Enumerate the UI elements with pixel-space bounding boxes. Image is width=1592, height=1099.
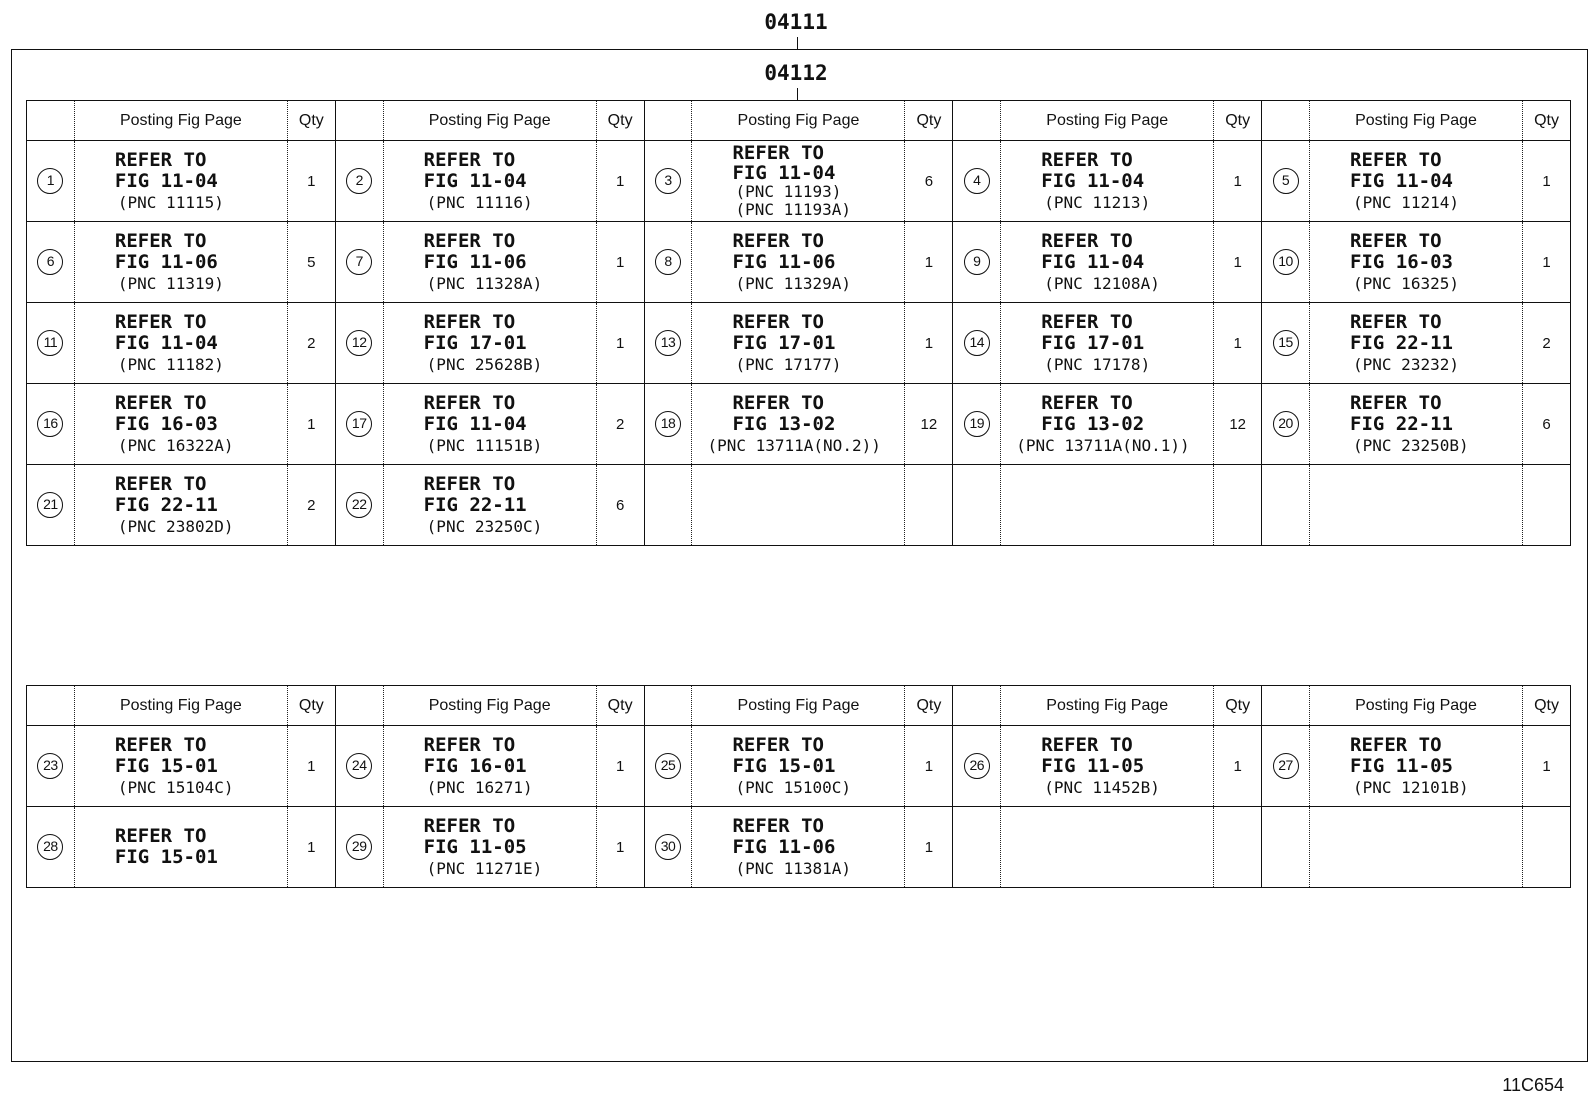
empty-cell [1262,807,1310,888]
refer-to-text: REFER TO [732,391,824,414]
item-number-circle: 2 [346,168,372,194]
table-row [27,726,1571,807]
fig-reference-link[interactable]: FIG 11-06 [732,835,836,858]
header-number-cell [335,101,383,141]
empty-cell [1214,807,1262,888]
fig-reference-link[interactable]: FIG 11-04 [1041,169,1145,192]
qty-cell: 2 [1523,303,1571,384]
empty-cell [1523,807,1571,888]
fig-reference-link[interactable]: FIG 11-05 [1350,754,1453,777]
fig-reference-link[interactable]: FIG 15-01 [732,754,836,777]
refer-to-text: REFER TO [1350,391,1442,414]
refer-to-text: REFER TO [114,391,207,414]
empty-cell [1523,465,1571,546]
posting-fig-page-cell [74,465,287,546]
fig-reference-link[interactable]: FIG 22-11 [114,493,218,516]
header-number-cell [953,686,1001,726]
posting-fig-page-cell [692,222,905,303]
pnc-text: (PNC 11182) [117,354,224,374]
refer-to-text: REFER TO [423,148,516,171]
refer-to-text: REFER TO [114,472,207,495]
item-number-cell [953,384,1001,465]
refer-to-text: REFER TO [732,814,824,837]
table-row [27,303,1571,384]
inner-leader-line [797,88,798,100]
pnc-text: (PNC 23802D) [117,516,234,536]
posting-fig-page-cell [692,303,905,384]
item-number-cell [953,222,1001,303]
pnc-text: (PNC 16322A) [117,435,234,455]
header-number-cell [953,101,1001,141]
empty-cell [1262,465,1310,546]
qty-cell: 1 [1214,222,1262,303]
header-posting-fig-page: Posting Fig Page [692,101,905,141]
pnc-text: (PNC 15100C) [735,777,852,797]
item-number-cell [27,303,75,384]
item-number-cell [1262,303,1310,384]
refer-to-text: REFER TO [1350,148,1442,171]
item-number-cell [1262,222,1310,303]
fig-reference-link[interactable]: FIG 17-01 [1041,331,1145,354]
refer-to-text: REFER TO [423,310,516,333]
fig-reference-link[interactable]: FIG 22-11 [423,493,527,516]
pnc-text: (PNC 11213) [1044,192,1151,212]
posting-fig-page-cell [1310,384,1523,465]
posting-fig-page-cell [74,726,287,807]
table-row [27,807,1571,888]
qty-cell: 1 [287,384,335,465]
fig-reference-link[interactable]: FIG 13-02 [1041,412,1145,435]
qty-cell: 1 [596,726,644,807]
header-qty: Qty [287,686,335,726]
item-number-circle: 25 [655,753,681,779]
header-posting-fig-page: Posting Fig Page [692,686,905,726]
item-number-cell [27,141,75,222]
posting-fig-page-cell [74,222,287,303]
inner-assembly-code: 04112 [764,61,828,85]
header-posting-fig-page: Posting Fig Page [74,101,287,141]
fig-reference-link[interactable]: FIG 11-04 [1041,250,1145,273]
item-number-circle: 9 [964,249,990,275]
item-number-cell [335,726,383,807]
posting-fig-page-cell [74,807,287,888]
fig-reference-link[interactable]: FIG 22-11 [1350,331,1453,354]
pnc-text: (PNC 11115) [117,192,224,212]
pnc-text: (PNC 23232) [1353,354,1459,374]
item-number-circle: 12 [346,330,372,356]
header-qty: Qty [1523,686,1571,726]
item-number-cell [335,384,383,465]
fig-reference-link[interactable]: FIG 11-04 [1350,169,1453,192]
header-posting-fig-page: Posting Fig Page [74,686,287,726]
item-number-circle: 1 [37,168,63,194]
item-number-circle: 14 [964,330,990,356]
posting-fig-page-cell [383,807,596,888]
qty-cell: 5 [287,222,335,303]
item-number-cell [644,303,692,384]
item-number-cell [644,384,692,465]
item-number-cell [27,222,75,303]
item-number-circle: 29 [346,834,372,860]
fig-reference-link[interactable]: FIG 11-06 [732,250,836,273]
empty-cell [1310,465,1523,546]
pnc-text: (PNC 11116) [426,192,533,212]
qty-cell: 1 [1214,303,1262,384]
header-number-cell [1262,686,1310,726]
item-number-circle: 18 [655,411,681,437]
pnc-text: (PNC 15104C) [117,777,234,797]
qty-cell: 1 [596,222,644,303]
qty-cell: 2 [287,303,335,384]
header-posting-fig-page: Posting Fig Page [1310,686,1523,726]
posting-fig-page-cell [692,384,905,465]
pnc-text: (PNC 11214) [1353,192,1459,212]
pnc-text: (PNC 17178) [1044,354,1151,374]
item-number-cell [27,726,75,807]
empty-cell [953,807,1001,888]
parts-reference-table-2 [26,685,1571,888]
refer-to-text: REFER TO [1041,733,1133,756]
item-number-cell [27,465,75,546]
empty-cell [1310,807,1523,888]
item-number-cell [1262,141,1310,222]
item-number-cell [335,222,383,303]
item-number-circle: 30 [655,834,681,860]
pnc-text: (PNC 11193A) [735,200,852,219]
pnc-text: (PNC 11151B) [426,435,543,455]
item-number-circle: 23 [37,753,63,779]
qty-cell: 1 [905,807,953,888]
refer-to-text: REFER TO [732,229,824,252]
item-number-circle: 27 [1273,753,1299,779]
header-qty: Qty [287,101,335,141]
qty-cell: 1 [905,222,953,303]
header-posting-fig-page: Posting Fig Page [1001,101,1214,141]
pnc-text: (PNC 25628B) [426,354,543,374]
refer-to-text: REFER TO [114,229,207,252]
posting-fig-page-cell [1001,141,1214,222]
refer-to-text: REFER TO [114,148,207,171]
posting-fig-page-cell [74,384,287,465]
qty-cell: 1 [1523,141,1571,222]
item-number-circle: 26 [964,753,990,779]
fig-reference-link[interactable]: FIG 11-04 [423,169,527,192]
table-row [27,141,1571,222]
posting-fig-page-cell [74,141,287,222]
item-number-circle: 24 [346,753,372,779]
refer-to-text: REFER TO [1041,391,1133,414]
refer-to-text: REFER TO [1350,733,1442,756]
item-number-cell [644,141,692,222]
qty-cell: 6 [596,465,644,546]
qty-cell: 1 [905,726,953,807]
posting-fig-page-cell [383,726,596,807]
qty-cell: 1 [287,726,335,807]
posting-fig-page-cell [1001,303,1214,384]
qty-cell: 1 [596,807,644,888]
empty-cell [1001,807,1214,888]
fig-reference-link[interactable]: FIG 11-04 [732,162,836,184]
item-number-cell [1262,726,1310,807]
qty-cell: 2 [287,465,335,546]
qty-cell: 1 [1523,726,1571,807]
refer-to-text: REFER TO [114,733,207,756]
table-header-row [27,686,1571,726]
header-number-cell [1262,101,1310,141]
empty-cell [1214,465,1262,546]
item-number-circle: 4 [964,168,990,194]
pnc-text: (PNC 11319) [117,273,224,293]
fig-reference-link[interactable]: FIG 11-05 [423,835,527,858]
posting-fig-page-cell [1001,384,1214,465]
header-posting-fig-page: Posting Fig Page [383,101,596,141]
refer-to-text: REFER TO [423,472,516,495]
header-number-cell [27,101,75,141]
empty-cell [1001,465,1214,546]
posting-fig-page-cell [1310,222,1523,303]
header-qty: Qty [596,686,644,726]
pnc-text: (PNC 23250C) [426,516,543,536]
fig-reference-link[interactable]: FIG 13-02 [732,412,836,435]
item-number-cell [953,303,1001,384]
fig-reference-link[interactable]: FIG 11-04 [114,169,218,192]
pnc-text: (PNC 13711A(NO.1)) [1016,435,1190,455]
header-qty: Qty [1214,101,1262,141]
fig-reference-link[interactable]: FIG 11-04 [423,412,527,435]
item-number-circle: 17 [346,411,372,437]
refer-to-text: REFER TO [1041,148,1133,171]
item-number-cell [335,807,383,888]
header-qty: Qty [905,686,953,726]
qty-cell: 1 [596,141,644,222]
item-number-circle: 10 [1273,249,1299,275]
item-number-cell [335,303,383,384]
posting-fig-page-cell [383,384,596,465]
header-number-cell [335,686,383,726]
posting-fig-page-cell [383,303,596,384]
posting-fig-page-cell [383,222,596,303]
parts-reference-table-1 [26,100,1571,546]
posting-fig-page-cell [1001,222,1214,303]
item-number-cell [953,141,1001,222]
fig-reference-link[interactable]: FIG 22-11 [1350,412,1453,435]
header-qty: Qty [1214,686,1262,726]
item-number-cell [335,465,383,546]
posting-fig-page-cell [692,141,905,222]
refer-to-text: REFER TO [423,733,516,756]
item-number-circle: 8 [655,249,681,275]
item-number-circle: 7 [346,249,372,275]
table-row [27,222,1571,303]
header-posting-fig-page: Posting Fig Page [1001,686,1214,726]
refer-to-text: REFER TO [423,391,516,414]
pnc-text: (PNC 11452B) [1044,777,1160,797]
pnc-text: (PNC 11381A) [735,858,852,878]
pnc-text: (PNC 11328A) [426,273,543,293]
fig-reference-link[interactable]: FIG 11-04 [114,331,218,354]
qty-cell: 1 [1523,222,1571,303]
posting-fig-page-cell [1310,726,1523,807]
item-number-circle: 13 [655,330,681,356]
pnc-text: (PNC 11329A) [735,273,852,293]
refer-to-text: REFER TO [1350,310,1442,333]
item-number-cell [953,726,1001,807]
refer-to-text: REFER TO [1041,310,1133,333]
item-number-circle: 28 [37,834,63,860]
header-posting-fig-page: Posting Fig Page [383,686,596,726]
fig-reference-link[interactable]: FIG 16-01 [423,754,527,777]
qty-cell: 2 [596,384,644,465]
item-number-cell [1262,384,1310,465]
item-number-circle: 6 [37,249,63,275]
qty-cell: 1 [287,141,335,222]
refer-to-text: REFER TO [732,310,824,333]
pnc-text: (PNC 17177) [735,354,842,374]
qty-cell: 6 [1523,384,1571,465]
fig-reference-link[interactable]: FIG 11-06 [114,250,218,273]
table-row [27,465,1571,546]
item-number-circle: 11 [37,330,63,356]
pnc-text: (PNC 16271) [426,777,533,797]
table-row [27,384,1571,465]
posting-fig-page-cell [1001,726,1214,807]
fig-reference-link[interactable]: FIG 15-01 [114,754,218,777]
item-number-circle: 20 [1273,411,1299,437]
header-number-cell [27,686,75,726]
empty-cell [953,465,1001,546]
refer-to-text: REFER TO [1041,229,1133,252]
posting-fig-page-cell [692,807,905,888]
refer-to-text: REFER TO [114,310,207,333]
header-qty: Qty [905,101,953,141]
refer-to-text: REFER TO [114,825,207,847]
refer-to-text: REFER TO [1350,229,1442,252]
posting-fig-page-cell [1310,303,1523,384]
fig-reference-link[interactable]: FIG 16-03 [1350,250,1453,273]
refer-to-text: REFER TO [732,733,824,756]
header-qty: Qty [1523,101,1571,141]
posting-fig-page-cell [1310,141,1523,222]
fig-reference-link[interactable]: FIG 11-06 [423,250,527,273]
qty-cell: 12 [905,384,953,465]
fig-reference-link[interactable]: FIG 17-01 [732,331,836,354]
refer-to-text: REFER TO [423,229,516,252]
header-qty: Qty [596,101,644,141]
item-number-circle: 22 [346,492,372,518]
posting-fig-page-cell [383,465,596,546]
header-number-cell [644,101,692,141]
pnc-text: (PNC 11271E) [426,858,543,878]
fig-reference-link[interactable]: FIG 15-01 [114,846,218,868]
posting-fig-page-cell [74,303,287,384]
qty-cell: 1 [1214,726,1262,807]
item-number-circle: 3 [655,168,681,194]
fig-reference-link[interactable]: FIG 11-05 [1041,754,1145,777]
qty-cell: 1 [596,303,644,384]
item-number-circle: 21 [37,492,63,518]
drawing-code: 11C654 [1502,1075,1564,1095]
item-number-cell [27,384,75,465]
qty-cell: 1 [287,807,335,888]
table-header-row [27,101,1571,141]
item-number-circle: 5 [1273,168,1299,194]
item-number-circle: 19 [964,411,990,437]
item-number-circle: 15 [1273,330,1299,356]
pnc-text: (PNC 23250B) [1353,435,1469,455]
pnc-text: (PNC 11193) [735,182,842,201]
fig-reference-link[interactable]: FIG 16-03 [114,412,218,435]
qty-cell: 1 [1214,141,1262,222]
empty-cell [644,465,692,546]
outer-assembly-code: 04111 [764,10,828,34]
empty-cell [692,465,905,546]
pnc-text: (PNC 13711A(NO.2)) [707,435,881,455]
pnc-text: (PNC 16325) [1353,273,1459,293]
item-number-cell [335,141,383,222]
qty-cell: 6 [905,141,953,222]
item-number-cell [644,807,692,888]
header-number-cell [644,686,692,726]
pnc-text: (PNC 12108A) [1044,273,1160,293]
qty-cell: 1 [905,303,953,384]
item-number-circle: 16 [37,411,63,437]
pnc-text: (PNC 12101B) [1353,777,1469,797]
item-number-cell [644,222,692,303]
posting-fig-page-cell [383,141,596,222]
header-posting-fig-page: Posting Fig Page [1310,101,1523,141]
refer-to-text: REFER TO [423,814,516,837]
fig-reference-link[interactable]: FIG 17-01 [423,331,527,354]
item-number-cell [27,807,75,888]
qty-cell: 12 [1214,384,1262,465]
empty-cell [905,465,953,546]
item-number-cell [644,726,692,807]
refer-to-text: REFER TO [732,142,824,164]
posting-fig-page-cell [692,726,905,807]
